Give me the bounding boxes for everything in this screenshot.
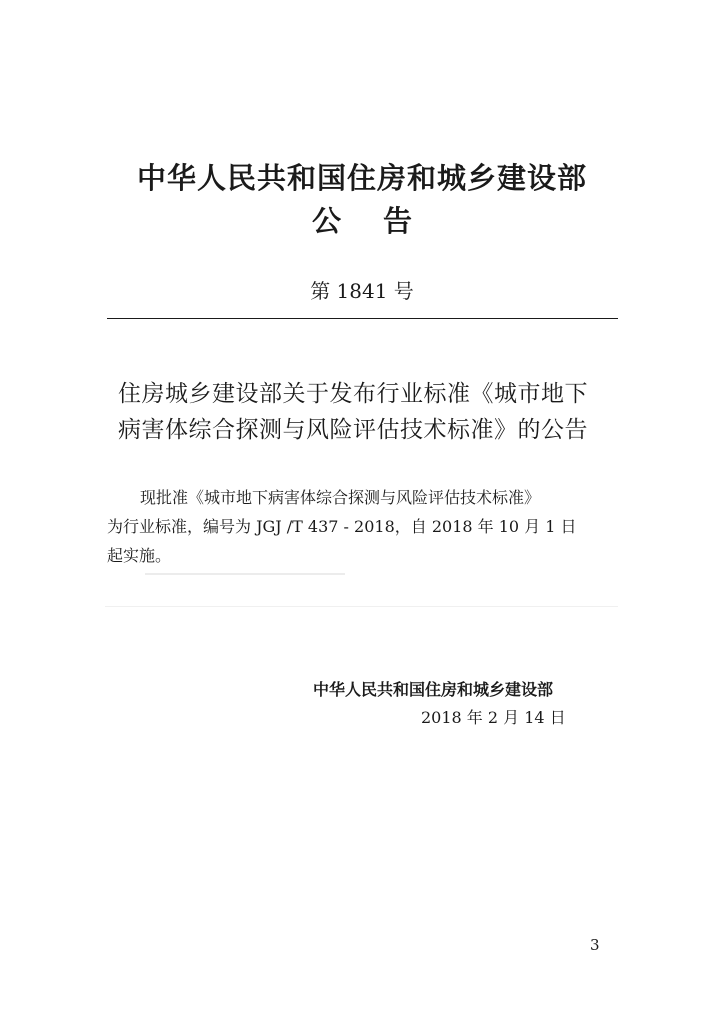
- signature-date: 2018 年 2 月 14 日: [421, 708, 566, 727]
- notice-heading: 公告: [311, 204, 454, 238]
- header-divider: [107, 318, 618, 319]
- body-line-1: 现批准《城市地下病害体综合探测与风险评估技术标准》: [140, 488, 541, 507]
- page-number: 3: [590, 936, 600, 954]
- body-paragraph: [107, 483, 622, 570]
- notice-number: 第 1841 号: [310, 279, 414, 303]
- document-title-line-2: 病害体综合探测与风险评估技术标准》的公告: [118, 417, 588, 443]
- body-line-3: 起实施。: [107, 546, 172, 565]
- body-line-2: 为行业标准，编号为 JGJ /T 437 - 2018，自 2018 年 10 月 1 日: [107, 517, 577, 536]
- issuer-title: 中华人民共和国住房和城乡建设部: [136, 161, 587, 195]
- issuer-signature: 中华人民共和国住房和城乡建设部: [313, 680, 554, 699]
- scan-bleed-mark: [145, 573, 345, 575]
- scan-bleed-mark: [105, 606, 618, 607]
- document-title-line-1: 住房城乡建设部关于发布行业标准《城市地下: [118, 381, 588, 407]
- document-title: [118, 376, 618, 448]
